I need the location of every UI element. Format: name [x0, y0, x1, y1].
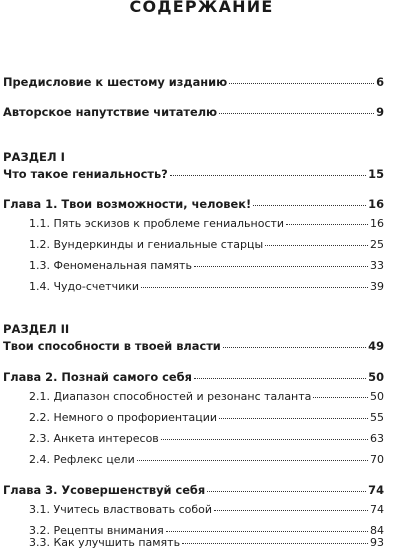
entry-title: 1.2. Вундеркинды и гениальные старцы [29, 238, 264, 251]
toc-entry-author-note [3, 105, 384, 119]
dot-leader [182, 543, 368, 544]
entry-page: 55 [370, 411, 384, 424]
entry-page: 6 [376, 75, 384, 89]
toc-entry-chapter-3 [3, 483, 384, 497]
toc-entry-section-2 [3, 339, 384, 353]
section-label-2: РАЗДЕЛ II [3, 322, 70, 336]
entry-page: 50 [368, 370, 384, 384]
entry-page: 74 [368, 483, 384, 497]
entry-page: 93 [370, 536, 384, 549]
toc-entry-1-3 [29, 259, 384, 273]
entry-title: 2.2. Немного о профориентации [29, 411, 218, 424]
entry-page: 50 [370, 390, 384, 403]
entry-page: 70 [370, 453, 384, 466]
dot-leader [223, 347, 366, 348]
entry-page: 9 [376, 105, 384, 119]
dot-leader [170, 175, 366, 176]
toc-entry-1-4 [29, 280, 384, 294]
entry-title: 2.3. Анкета интересов [29, 432, 159, 445]
entry-page: 74 [370, 503, 384, 516]
entry-title: 1.1. Пять эскизов к проблеме гениальности [29, 217, 285, 230]
entry-page: 16 [370, 217, 384, 230]
entry-title: Глава 1. Твои возможности, человек! [3, 197, 252, 211]
dot-leader [161, 439, 368, 440]
entry-title: Предисловие к шестому изданию [3, 75, 228, 89]
toc-entry-chapter-2 [3, 370, 384, 384]
entry-title: 3.2. Рецепты внимания [29, 524, 164, 537]
dot-leader [229, 83, 374, 84]
entry-title: Глава 2. Познай самого себя [3, 370, 192, 384]
toc-entry-section-1 [3, 167, 384, 181]
dot-leader [286, 224, 368, 225]
toc-title: СОДЕРЖАНИЕ [129, 0, 274, 16]
entry-title: Что такое гениальность? [3, 167, 168, 181]
toc-entry-chapter-1 [3, 197, 384, 211]
toc-entry-2-4 [29, 453, 384, 467]
entry-title: 2.1. Диапазон способностей и резонанс таланта [29, 390, 312, 403]
dot-leader [265, 245, 368, 246]
entry-title: Авторское напутствие читателю [3, 105, 218, 119]
entry-title: 1.4. Чудо-счетчики [29, 280, 140, 293]
entry-title: Глава 3. Усовершенствуй себя [3, 483, 206, 497]
dot-leader [194, 266, 368, 267]
toc-entry-2-1 [29, 390, 384, 404]
entry-page: 49 [368, 339, 384, 353]
entry-page: 84 [370, 524, 384, 537]
entry-title: 3.1. Учитесь властвовать собой [29, 503, 213, 516]
entry-page: 15 [368, 167, 384, 181]
entry-title: 2.4. Рефлекс цели [29, 453, 135, 466]
dot-leader [207, 491, 366, 492]
dot-leader [253, 205, 366, 206]
dot-leader [219, 418, 368, 419]
entry-title: 1.3. Феноменальная память [29, 259, 192, 272]
entry-title: Твои способности в твоей власти [3, 339, 221, 353]
entry-page: 25 [370, 238, 384, 251]
dot-leader [166, 531, 368, 532]
dot-leader [219, 113, 374, 114]
toc-entry-preface [3, 75, 384, 89]
toc-entry-3-1 [29, 503, 384, 517]
toc-entry-1-2 [29, 238, 384, 252]
entry-page: 63 [370, 432, 384, 445]
entry-page: 39 [370, 280, 384, 293]
entry-page: 16 [368, 197, 384, 211]
toc-entry-2-2 [29, 411, 384, 425]
dot-leader [141, 287, 368, 288]
dot-leader [137, 460, 368, 461]
entry-page: 33 [370, 259, 384, 272]
dot-leader [194, 378, 366, 379]
dot-leader [313, 397, 368, 398]
dot-leader [214, 510, 368, 511]
entry-title: 3.3. Как улучшить память [29, 536, 181, 549]
toc-entry-3-3 [29, 536, 384, 550]
toc-entry-2-3 [29, 432, 384, 446]
section-label-1: РАЗДЕЛ I [3, 150, 65, 164]
toc-entry-1-1 [29, 217, 384, 231]
